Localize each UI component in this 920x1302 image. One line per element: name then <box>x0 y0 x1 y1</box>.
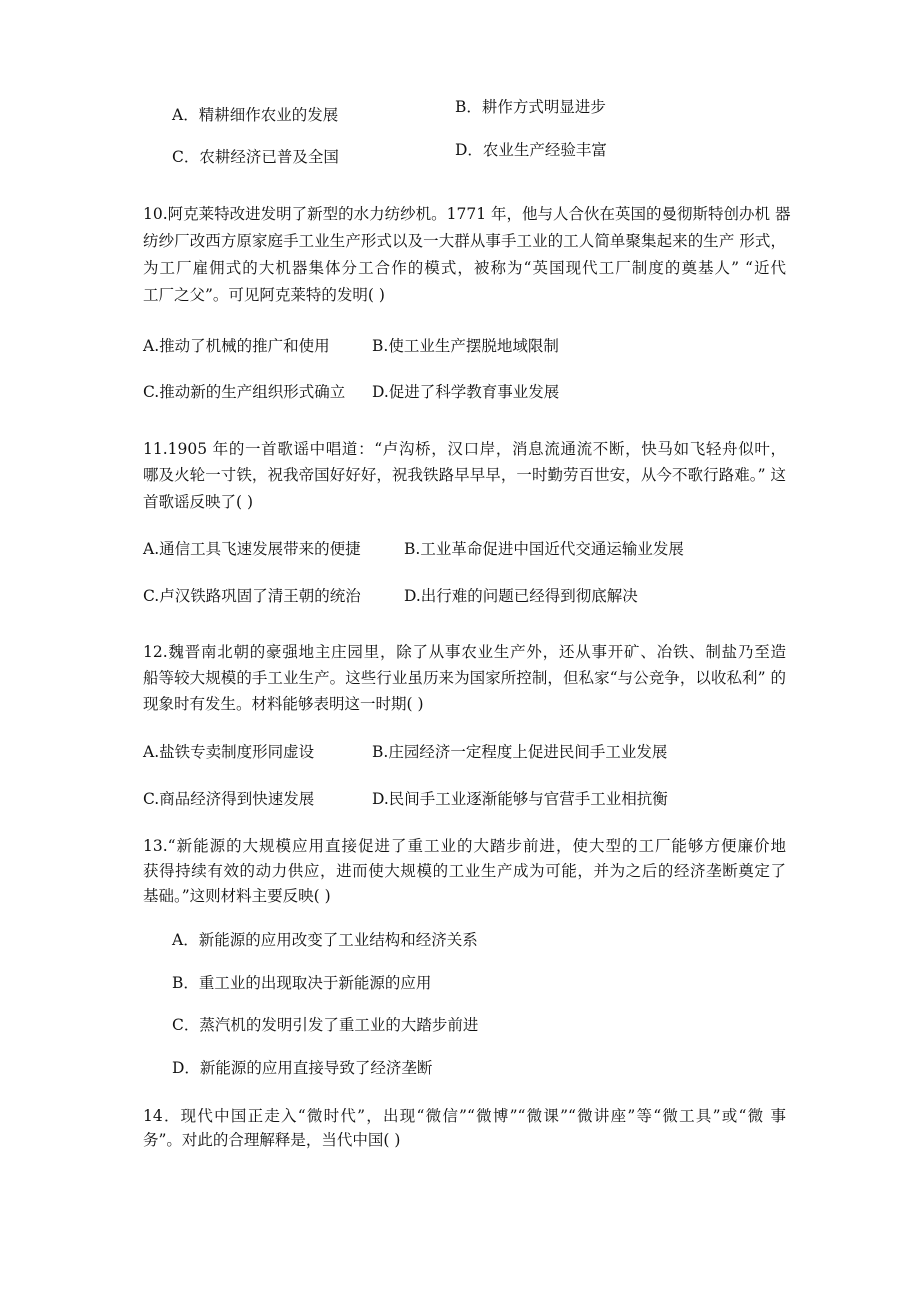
q13-option-c: C．蒸汽机的发明引发了重工业的大踏步前进 <box>172 1016 479 1034</box>
q11-option-d: D.出行难的问题已经得到彻底解决 <box>404 587 638 605</box>
q14-stem-line-2: 务”。对此的合理解释是，当代中国( ) <box>143 1131 401 1149</box>
q10-option-c: C.推动新的生产组织形式确立 <box>143 383 346 401</box>
q12-option-d: D.民间手工业逐渐能够与官营手工业相抗衡 <box>372 790 668 808</box>
q13-stem-line-1: 13.“新能源的大规模应用直接促进了重工业的大踏步前进，使大型的工厂能够方便廉价地 <box>143 837 786 855</box>
q10-stem-line-4: 工厂之父”。可见阿克莱特的发明( ) <box>143 286 385 304</box>
q10-option-a: A.推动了机械的推广和使用 <box>143 337 330 355</box>
q11-stem-line-3: 首歌谣反映了( ) <box>143 493 254 511</box>
q12-option-c: C.商品经济得到快速发展 <box>143 790 315 808</box>
q10-option-b: B.使工业生产摆脱地域限制 <box>372 337 559 355</box>
q12-stem-line-3: 现象时有发生。材料能够表明这一时期( ) <box>143 695 424 713</box>
q9-option-c: C．农耕经济已普及全国 <box>172 148 339 166</box>
q14-stem-line-1: 14．现代中国正走入“微时代”，出现“微信”“微博”“微课”“微讲座”等“微工具”或“微 事 <box>143 1107 786 1125</box>
q10-stem-line-2: 纺纱厂改西方原家庭手工业生产形式以及一大群从事手工业的工人简单聚集起来的生产 形式， <box>143 232 786 250</box>
q13-option-a: A．新能源的应用改变了工业结构和经济关系 <box>172 931 478 949</box>
q10-stem-line-3: 为工厂雇佣式的大机器集体分工合作的模式，被称为“英国现代工厂制度的奠基人” “近代 <box>143 259 786 277</box>
q13-stem-line-2: 获得持续有效的动力供应，进而使大规模的工业生产成为可能，并为之后的经济垄断奠定了 <box>143 862 786 880</box>
q12-option-a: A.盐铁专卖制度形同虚设 <box>143 743 315 761</box>
q9-option-b: B．耕作方式明显进步 <box>455 98 606 116</box>
q10-option-d: D.促进了科学教育事业发展 <box>372 383 560 401</box>
q11-option-c: C.卢汉铁路巩固了清王朝的统治 <box>143 587 361 605</box>
q13-stem-line-3: 基础。”这则材料主要反映( ) <box>143 887 331 905</box>
q12-option-b: B.庄园经济一定程度上促进民间手工业发展 <box>372 743 668 761</box>
q11-stem-line-1: 11.1905 年的一首歌谣中唱道：“卢沟桥，汉口岸，消息流通流不断，快马如飞轻舟似叶， <box>143 440 786 458</box>
q11-option-a: A.通信工具飞速发展带来的便捷 <box>143 540 361 558</box>
q11-option-b: B.工业革命促进中国近代交通运输业发展 <box>404 540 684 558</box>
q11-stem-line-2: 哪及火轮一寸铁，祝我帝国好好好，祝我铁路早早早，一时勤劳百世安，从今不歌行路难。” 这 <box>143 466 786 484</box>
q12-stem-line-1: 12.魏晋南北朝的豪强地主庄园里，除了从事农业生产外，还从事开矿、冶铁、制盐乃至造 <box>143 643 786 661</box>
q12-stem-line-2: 船等较大规模的手工业生产。这些行业虽历来为国家所控制，但私家“与公竞争，以收私利” 的 <box>143 669 786 687</box>
q9-option-a: A．精耕细作农业的发展 <box>172 106 339 124</box>
q9-option-d: D．农业生产经验丰富 <box>455 141 607 159</box>
q13-option-d: D．新能源的应用直接导致了经济垄断 <box>172 1059 433 1077</box>
q13-option-b: B．重工业的出现取决于新能源的应用 <box>172 974 432 992</box>
q10-stem-line-1: 10.阿克莱特改进发明了新型的水力纺纱机。1771 年，他与人合伙在英国的曼彻斯特创办机 器 <box>143 205 791 223</box>
